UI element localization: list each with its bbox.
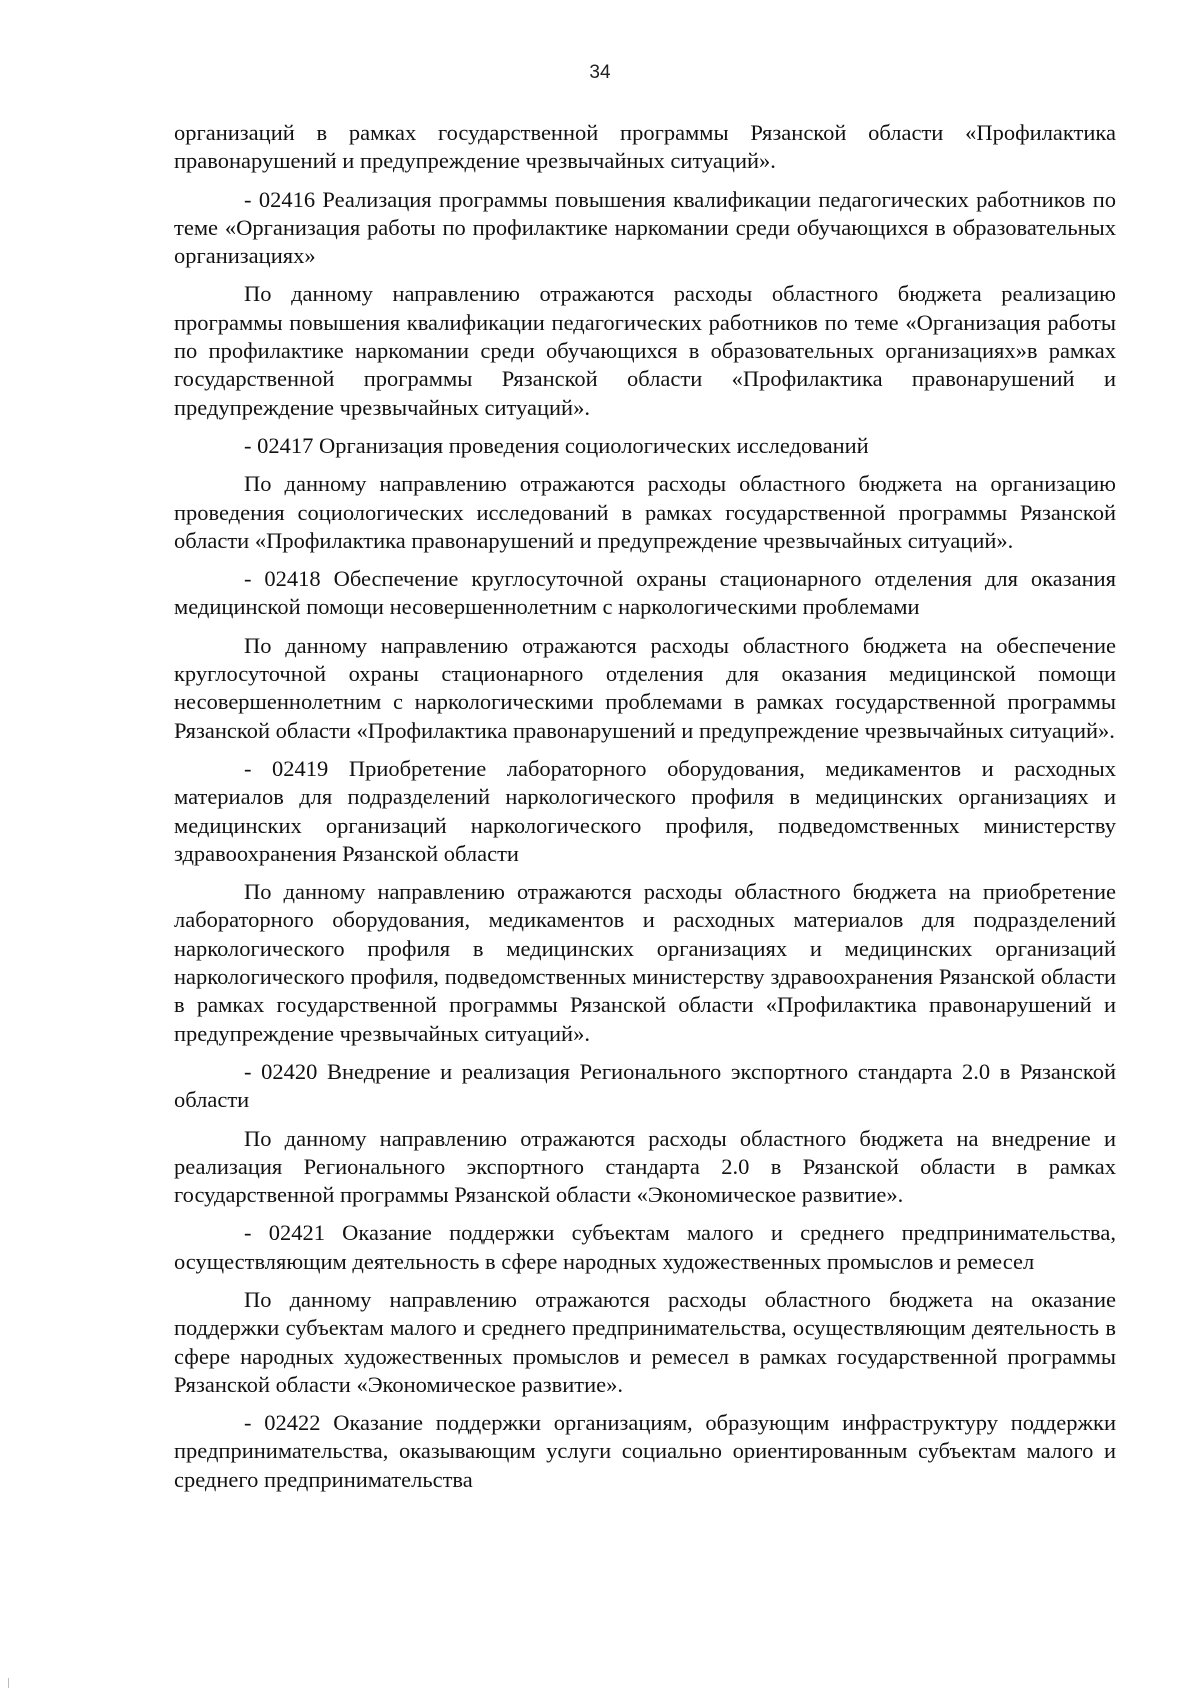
item-description-02419: По данному направлению отражаются расходы областного бюджета на приобретение лабораторного оборудования, медикаментов и расходных материалов для подразделений наркологического профиля в медицинских организациях и медицинских организаций наркологического профиля, подведомственных министерству здравоохранения Рязанской области в рамках государственной программы Рязанской области «Профилактика правонарушений и предупреждение чрезвычайных ситуаций».	[174, 879, 1116, 1046]
document-body	[174, 119, 1116, 1494]
item-heading-02422: - 02422 Оказание поддержки организациям, образующим инфраструктуру поддержки предпринимательства, оказывающим услуги социально ориентированным субъектам малого и среднего предпринимательства	[174, 1410, 1116, 1492]
item-heading-02421: - 02421 Оказание поддержки субъектам малого и среднего предпринимательства, осуществляющим деятельность в сфере народных художественных промыслов и ремесел	[174, 1220, 1116, 1274]
item-description-02416: По данному направлению отражаются расходы областного бюджета реализацию программы повышения квалификации педагогических работников по теме «Организация работы по профилактике наркомании среди обучающихся в образовательных организациях»в рамках государственной программы Рязанской области «Профилактика правонарушений и предупреждение чрезвычайных ситуаций».	[174, 281, 1116, 420]
item-heading-02417: - 02417 Организация проведения социологических исследований	[244, 432, 869, 458]
scan-artifact-mark	[8, 1678, 9, 1688]
item-description-02418: По данному направлению отражаются расходы областного бюджета на обеспечение круглосуточной охраны стационарного отделения для оказания медицинской помощи несовершеннолетним с наркологическими проблемами в рамках государственной программы Рязанской области «Профилактика правонарушений и предупреждение чрезвычайных ситуаций».	[174, 632, 1116, 743]
item-heading-02416: - 02416 Реализация программы повышения квалификации педагогических работников по теме «Организация работы по профилактике наркомании среди обучающихся в образовательных организациях»	[174, 186, 1116, 269]
item-description-02417: По данному направлению отражаются расходы областного бюджета на организацию проведения социологических исследований в рамках государственной программы Рязанской области «Профилактика правонарушений и предупреждение чрезвычайных ситуаций».	[174, 471, 1116, 553]
paragraph-continuation: организаций в рамках государственной программы Рязанской области «Профилактика правонарушений и предупреждение чрезвычайных ситуаций».	[174, 120, 1116, 174]
item-heading-02420: - 02420 Внедрение и реализация Регионального экспортного стандарта 2.0 в Рязанской области	[174, 1058, 1116, 1113]
page-number: 34	[589, 62, 611, 83]
item-description-02420: По данному направлению отражаются расходы областного бюджета на внедрение и реализация Регионального экспортного стандарта 2.0 в Рязанской области в рамках государственной программы Рязанской области «Экономическое развитие».	[174, 1125, 1116, 1208]
item-heading-02419: - 02419 Приобретение лабораторного оборудования, медикаментов и расходных материалов для подразделений наркологического профиля в медицинских организациях и медицинских организаций наркологического профиля, подведомственных министерству здравоохранения Рязанской области	[174, 755, 1116, 866]
item-description-02421: По данному направлению отражаются расходы областного бюджета на оказание поддержки субъектам малого и среднего предпринимательства, осуществляющим деятельность в сфере народных художественных промыслов и ремесел в рамках государственной программы Рязанской области «Экономическое развитие».	[174, 1286, 1116, 1397]
item-heading-02418: - 02418 Обеспечение круглосуточной охраны стационарного отделения для оказания медицинской помощи несовершеннолетним с наркологическими проблемами	[174, 566, 1116, 620]
